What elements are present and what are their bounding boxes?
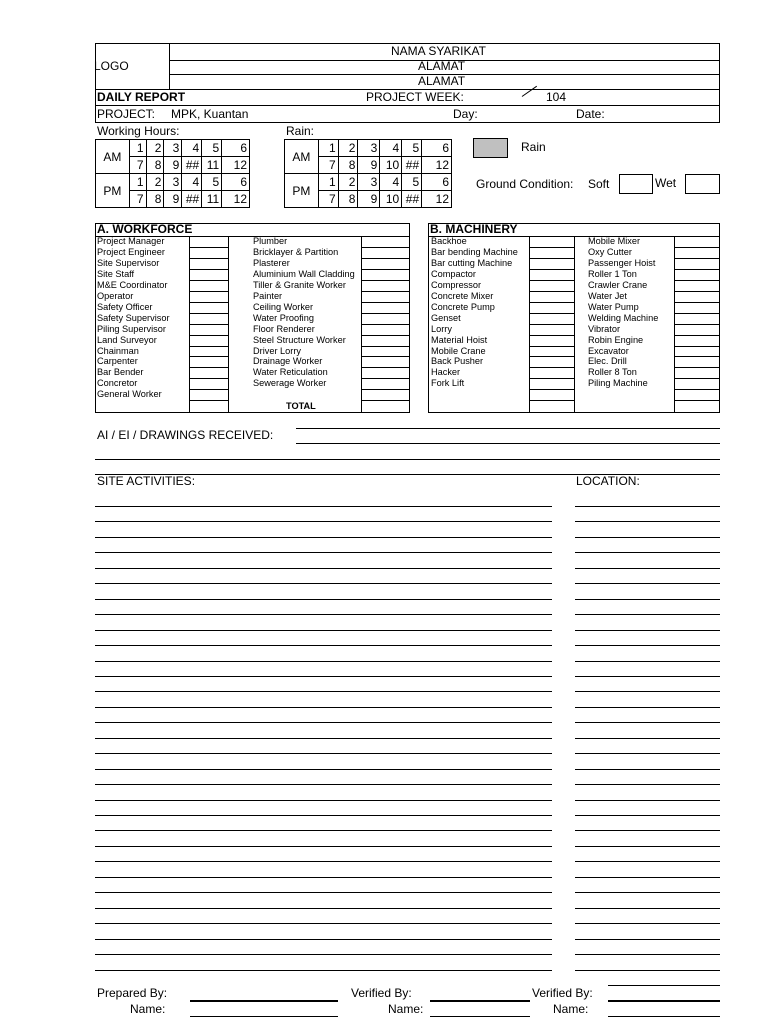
activity-line[interactable] [95,707,552,708]
location-line[interactable] [575,552,720,553]
workforce-item: Piling Supervisor [97,324,166,334]
workforce-item: Site Supervisor [97,258,160,268]
activity-line[interactable] [95,877,552,878]
location-line[interactable] [575,784,720,785]
location-line[interactable] [575,861,720,862]
count-cell-line [529,367,574,368]
machinery-item: Hacker [431,367,461,377]
count-cell-line [361,378,410,379]
workforce-item: Painter [253,291,283,301]
workforce-item: Land Surveyor [97,335,157,345]
name-label: Name: [388,1002,424,1016]
workforce-item: Carpenter [97,356,138,366]
rain-cell[interactable]: 2 [338,140,358,157]
count-cell-line [674,335,720,336]
rain-legend-label: Rain [521,140,546,154]
drawings-line[interactable] [95,459,720,460]
count-cell-line [361,302,410,303]
machinery-item: Roller 8 Ton [588,367,637,377]
workforce-item: Sewerage Worker [253,378,327,388]
activity-line[interactable] [95,815,552,816]
hour-cell[interactable]: 11 [202,191,222,208]
location-line[interactable] [575,815,720,816]
count-cell-line [361,346,410,347]
working-hours-grid [95,139,250,208]
activity-line[interactable] [95,676,552,677]
rain-legend-swatch [473,138,508,158]
location-line[interactable] [575,568,720,569]
workforce-item: Floor Renderer [253,324,315,334]
name-line[interactable] [430,1016,530,1017]
activity-line[interactable] [95,970,552,971]
project-week-value: 104 [546,90,567,104]
count-cell-line [189,367,228,368]
activity-line[interactable] [95,583,552,584]
machinery-item: Elec. Drill [588,356,627,366]
count-cell-line [529,389,574,390]
count-cell-line [674,247,720,248]
machinery-item: Robin Engine [588,335,644,345]
count-cell-line [529,313,574,314]
activity-line[interactable] [95,800,552,801]
count-cell-line [529,269,574,270]
header-line-4 [95,105,720,106]
count-cell-line [674,367,720,368]
hour-cell[interactable]: 5 [202,174,222,191]
hour-cell[interactable]: 4 [182,140,202,157]
workforce-item: M&E Coordinator [97,280,168,290]
count-cell-line [189,269,228,270]
rain-hours-grid [284,139,452,208]
verified-by-label: Verified By: [351,986,412,1000]
location-label: LOCATION: [576,474,640,488]
activity-line[interactable] [95,614,552,615]
project-week-label: PROJECT WEEK: [366,90,464,104]
location-line[interactable] [575,661,720,662]
date-label: Date: [576,107,605,121]
rain-cell[interactable]: 7 [318,191,338,208]
workforce-item: Project Engineer [97,247,165,257]
machinery-item: Back Pusher [431,356,484,366]
count-cell-line [189,280,228,281]
machinery-item: Concrete Mixer [431,291,494,301]
hour-cell[interactable]: 12 [222,191,250,208]
hour-cell[interactable]: ## [182,191,202,208]
rain-label: Rain: [286,124,315,138]
verified-by-label: Verified By: [532,986,593,1000]
location-line[interactable] [575,630,720,631]
count-cell-line [674,324,720,325]
activity-line[interactable] [95,521,552,522]
count-cell-line [361,356,410,357]
logo-divider [169,43,170,89]
workforce-item: Chainman [97,346,139,356]
working-pm-label: PM [96,174,130,208]
count-cell-line [529,400,574,401]
location-line[interactable] [575,691,720,692]
rain-cell[interactable]: 6 [422,140,452,157]
rain-cell[interactable]: 7 [318,157,338,174]
machinery-item: Compressor [431,280,482,290]
count-cell-line [361,291,410,292]
location-line[interactable] [575,877,720,878]
count-cell-line [189,335,228,336]
count-cell-line [529,302,574,303]
hour-cell[interactable]: 2 [146,140,164,157]
count-cell-line [529,291,574,292]
count-cell-line [529,247,574,248]
name-line[interactable] [608,1016,720,1017]
hour-cell[interactable]: 9 [164,191,182,208]
machinery-item: Compactor [431,269,476,279]
hour-cell[interactable]: 8 [146,191,164,208]
name-label: Name: [553,1002,589,1016]
machinery-item: Mobile Mixer [588,236,641,246]
count-cell-line [361,335,410,336]
machinery-item: Material Hoist [431,335,488,345]
workforce-item: Steel Structure Worker [253,335,346,345]
machinery-item: Passenger Hoist [588,258,656,268]
location-line[interactable] [575,614,720,615]
location-line[interactable] [575,521,720,522]
count-cell-line [674,313,720,314]
count-cell-line [529,258,574,259]
machinery-item: Bar cutting Machine [431,258,513,268]
workforce-col-divider [228,236,229,413]
machinery-item: Crawler Crane [588,280,648,290]
activity-line[interactable] [95,846,552,847]
count-cell-line [674,258,720,259]
machinery-item: Welding Machine [588,313,659,323]
activity-line[interactable] [95,923,552,924]
activity-line[interactable] [95,908,552,909]
workforce-item: Driver Lorry [253,346,301,356]
location-line[interactable] [575,537,720,538]
working-am-label: AM [96,140,130,174]
location-line[interactable] [575,908,720,909]
count-cell-line [674,302,720,303]
drawings-line[interactable] [296,428,720,429]
hour-cell[interactable]: 1 [129,174,146,191]
site-activities-label: SITE ACTIVITIES: [97,474,196,488]
address-line-2: ALAMAT [418,74,466,88]
day-label: Day: [453,107,478,121]
hour-cell[interactable]: 12 [222,157,250,174]
count-cell-line [189,356,228,357]
count-cell-line [189,302,228,303]
count-cell-line [674,378,720,379]
workforce-item: Tiller & Granite Worker [253,280,346,290]
rain-cell[interactable]: ## [402,191,422,208]
hour-cell[interactable]: 9 [164,157,182,174]
workforce-item: Site Staff [97,269,135,279]
activity-line[interactable] [95,645,552,646]
location-line[interactable] [575,753,720,754]
hour-cell[interactable]: 1 [129,140,146,157]
rain-cell[interactable]: 1 [318,174,338,191]
hour-cell[interactable]: 7 [129,191,146,208]
activity-line[interactable] [95,537,552,538]
hour-cell[interactable]: ## [182,157,202,174]
location-line[interactable] [575,676,720,677]
rain-cell[interactable]: 4 [380,140,402,157]
workforce-item: Project Manager [97,236,165,246]
hour-cell[interactable]: 6 [222,140,250,157]
count-cell-line [361,258,410,259]
activity-line[interactable] [95,661,552,662]
activity-line[interactable] [95,753,552,754]
soft-checkbox[interactable] [619,174,653,194]
count-cell-line [529,346,574,347]
prepared-by-label: Prepared By: [97,986,168,1000]
rain-cell[interactable]: 3 [358,140,380,157]
machinery-item: Piling Machine [588,378,648,388]
count-cell-line [189,258,228,259]
rain-cell[interactable]: ## [402,157,422,174]
location-line[interactable] [575,846,720,847]
project-label: PROJECT: [97,107,156,121]
machinery-item: Excavator [588,346,629,356]
rain-cell[interactable]: 12 [422,157,452,174]
hour-cell[interactable]: 3 [164,140,182,157]
machinery-item: Genset [431,313,461,323]
rain-cell[interactable]: 12 [422,191,452,208]
drawings-line[interactable] [296,443,720,444]
workforce-item: Bricklayer & Partition [253,247,339,257]
drawings-label: AI / EI / DRAWINGS RECEIVED: [97,428,274,442]
location-line[interactable] [575,892,720,893]
workforce-item: Safety Supervisor [97,313,170,323]
rain-cell[interactable]: 3 [358,174,380,191]
count-cell-line [189,247,228,248]
location-line[interactable] [575,954,720,955]
count-cell-line [189,291,228,292]
activity-line[interactable] [95,599,552,600]
activity-line[interactable] [95,784,552,785]
count-cell-line [189,378,228,379]
machinery-item: Oxy Cutter [588,247,632,257]
address-line-1: ALAMAT [418,59,466,73]
count-cell-line [361,313,410,314]
machinery-item: Fork Lift [431,378,465,388]
count-cell-line [361,389,410,390]
workforce-item: Safety Officer [97,302,153,312]
rain-cell[interactable]: 6 [422,174,452,191]
rain-cell[interactable]: 10 [380,191,402,208]
logo-text: LOGO [94,59,129,73]
activity-line[interactable] [95,506,552,507]
count-cell-line [529,335,574,336]
activity-line[interactable] [95,552,552,553]
count-cell-line [674,346,720,347]
count-cell-line [674,389,720,390]
hour-cell[interactable]: 3 [164,174,182,191]
activity-line[interactable] [95,691,552,692]
machinery-item: Backhoe [431,236,467,246]
activity-line[interactable] [95,738,552,739]
hour-cell[interactable]: 11 [202,157,222,174]
count-cell-line [189,400,228,401]
count-cell-line [361,247,410,248]
workforce-item: Concretor [97,378,138,388]
rain-cell[interactable]: 1 [318,140,338,157]
count-cell-line [189,346,228,347]
machinery-col-divider [574,236,575,413]
working-hours-label: Working Hours: [97,124,180,138]
count-cell-line [529,356,574,357]
hour-cell[interactable]: 6 [222,174,250,191]
rain-cell[interactable]: 10 [380,157,402,174]
activity-line[interactable] [95,630,552,631]
count-cell-line [674,291,720,292]
machinery-item: Water Jet [588,291,627,301]
signature-line[interactable] [608,1000,720,1002]
count-cell-line [529,280,574,281]
location-line[interactable] [575,583,720,584]
machinery-item: Bar bending Machine [431,247,518,257]
activity-line[interactable] [95,722,552,723]
count-cell-line [674,356,720,357]
workforce-item: General Worker [97,389,162,399]
signature-line[interactable] [190,1000,338,1002]
count-cell-line [361,269,410,270]
machinery-item: Mobile Crane [431,346,486,356]
ground-condition-label: Ground Condition: [476,177,574,191]
name-label: Name: [130,1002,166,1016]
count-cell-line [361,400,410,401]
workforce-item: Plumber [253,236,288,246]
wet-label: Wet [655,176,677,190]
location-line[interactable] [575,939,720,940]
report-title: DAILY REPORT [97,90,186,104]
machinery-item: Concrete Pump [431,302,495,312]
workforce-item: Ceiling Worker [253,302,314,312]
activity-line[interactable] [95,830,552,831]
wet-checkbox[interactable] [685,174,720,194]
location-line[interactable] [575,738,720,739]
hour-cell[interactable]: 8 [146,157,164,174]
hour-cell[interactable]: 5 [202,140,222,157]
count-cell-line [361,324,410,325]
count-cell-line [529,324,574,325]
activity-line[interactable] [95,939,552,940]
rain-am-label: AM [285,140,319,174]
machinery-item: Lorry [431,324,452,334]
name-line[interactable] [190,1016,338,1017]
hour-cell[interactable]: 4 [182,174,202,191]
activity-line[interactable] [95,769,552,770]
count-cell-line [189,313,228,314]
count-cell-line [189,389,228,390]
location-line[interactable] [575,923,720,924]
location-line[interactable] [575,707,720,708]
count-cell-line [189,324,228,325]
hour-cell[interactable]: 7 [129,157,146,174]
location-line[interactable] [575,645,720,646]
workforce-item: Plasterer [253,258,290,268]
rain-cell[interactable]: 9 [358,157,380,174]
location-line[interactable] [575,769,720,770]
project-value: MPK, Kuantan [171,107,249,121]
workforce-item: Water Reticulation [253,367,328,377]
hour-cell[interactable]: 2 [146,174,164,191]
location-line[interactable] [575,599,720,600]
location-line[interactable] [575,506,720,507]
signature-line[interactable] [430,1000,530,1002]
rain-cell[interactable]: 5 [402,140,422,157]
activity-line[interactable] [95,568,552,569]
workforce-title: A. WORKFORCE [97,222,193,236]
location-line[interactable] [575,800,720,801]
workforce-item: Aluminium Wall Cladding [253,269,355,279]
count-cell-line [361,367,410,368]
rain-cell[interactable]: 8 [338,157,358,174]
rain-cell[interactable]: 9 [358,191,380,208]
activity-line[interactable] [95,892,552,893]
rain-cell[interactable]: 4 [380,174,402,191]
count-cell-line [674,400,720,401]
count-cell-line [674,269,720,270]
count-cell-line [529,378,574,379]
company-name: NAMA SYARIKAT [391,44,486,58]
rain-pm-label: PM [285,174,319,208]
workforce-item: Bar Bender [97,367,144,377]
activity-line[interactable] [95,861,552,862]
count-cell-line [361,280,410,281]
machinery-item: Vibrator [588,324,621,334]
location-line[interactable] [575,830,720,831]
workforce-item: Operator [97,291,134,301]
rain-cell[interactable]: 5 [402,174,422,191]
machinery-title: B. MACHINERY [430,222,518,236]
location-line[interactable] [575,970,720,971]
activity-line[interactable] [95,954,552,955]
workforce-total-label: TOTAL [286,401,316,411]
workforce-item: Drainage Worker [253,356,323,366]
soft-label: Soft [588,177,610,191]
machinery-item: Roller 1 Ton [588,269,637,279]
footer-line [608,985,720,986]
rain-cell[interactable]: 8 [338,191,358,208]
machinery-item: Water Pump [588,302,639,312]
rain-cell[interactable]: 2 [338,174,358,191]
workforce-item: Water Proofing [253,313,314,323]
count-cell-line [674,280,720,281]
location-line[interactable] [575,722,720,723]
